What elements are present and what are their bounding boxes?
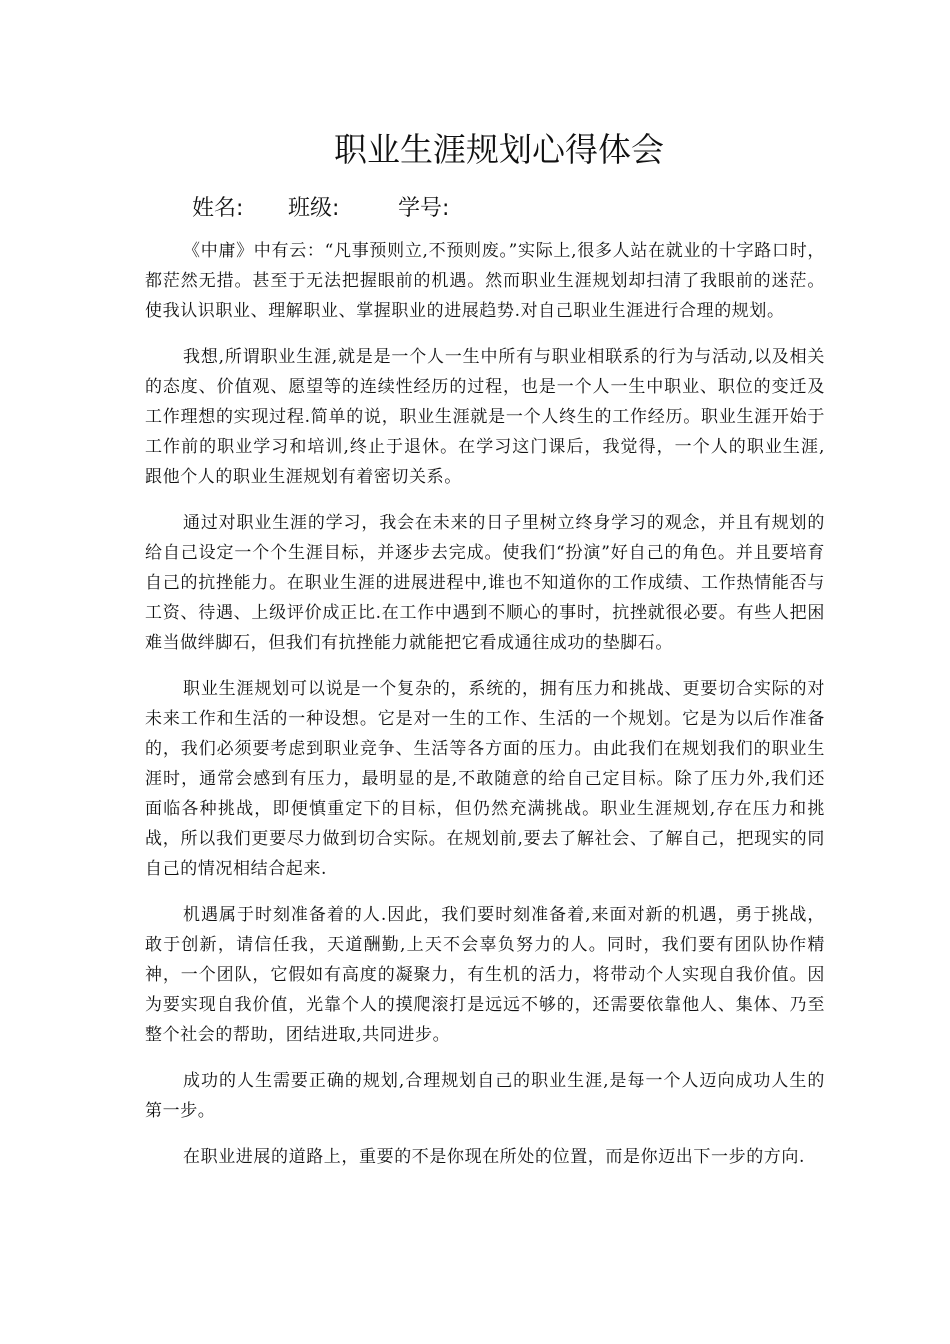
student-info-line (192, 193, 449, 225)
document-title: 职业生涯规划心得体会 (334, 130, 664, 169)
document-body (145, 236, 825, 1188)
paragraph-5: 机遇属于时刻准备着的人.因此，我们要时刻准备着,来面对新的机遇，勇于挑战，敢于创新，请信任我，天道酬勤,上天不会辜负努力的人。同时，我们要有团队协作精神，一个团队，它假如有高度的凝聚力，有生机的活力，将带动个人实现自我价值。因为要实现自我价值，光靠个人的摸爬滚打是远远不够的，还需要依靠他人、集体、乃至整个社会的帮助，团结进取,共同进步。 (145, 905, 825, 1045)
paragraph-3: 通过对职业生涯的学习，我会在未来的日子里树立终身学习的观念，并且有规划的给自己设定一个个生涯目标，并逐步去完成。使我们“扮演”好自己的角色。并且要培育自己的抗挫能力。在职业生涯的进展进程中,谁也不知道你的工作成绩、工作热情能否与工资、待遇、上级评价成正比.在工作中遇到不顺心的事时，抗挫就很必要。有些人把困难当做绊脚石，但我们有抗挫能力就能把它看成通往成功的垫脚石。 (145, 513, 825, 653)
paragraph-7: 在职业进展的道路上，重要的不是你现在所处的位置，而是你迈出下一步的方向. (183, 1147, 806, 1167)
paragraph-4: 职业生涯规划可以说是一个复杂的，系统的，拥有压力和挑战、更要切合实际的对未来工作和生活的一种设想。它是对一生的工作、生活的一个规划。它是为以后作准备的，我们必须要考虑到职业竞争、生活等各方面的压力。由此我们在规划我们的职业生涯时，通常会感到有压力，最明显的是,不敢随意的给自己定目标。除了压力外,我们还面临各种挑战，即便慎重定下的目标，但仍然充满挑战。职业生涯规划,存在压力和挑战，所以我们更要尽力做到切合实际。在规划前,要去了解社会、了解自己，把现实的同自己的情况相结合起来. (145, 679, 825, 879)
student-id-label: 学号: (398, 196, 450, 221)
paragraph-2: 我想,所谓职业生涯,就是是一个人一生中所有与职业相联系的行为与活动,以及相关的态度、价值观、愿望等的连续性经历的过程，也是一个人一生中职业、职位的变迁及工作理想的实现过程.简单的说，职业生涯就是一个人终生的工作经历。职业生涯开始于工作前的职业学习和培训,终止于退休。在学习这门课后，我觉得，一个人的职业生涯,跟他个人的职业生涯规划有着密切关系。 (145, 347, 825, 487)
paragraph-6: 成功的人生需要正确的规划,合理规划自己的职业生涯,是每一个人迈向成功人生的第一步。 (145, 1071, 825, 1121)
paragraph-1: 《中庸》中有云：“凡事预则立,不预则废。”实际上,很多人站在就业的十字路口时，都茫然无措。甚至于无法把握眼前的机遇。然而职业生涯规划却扫清了我眼前的迷茫。使我认识职业、理解职业、掌握职业的进展趋势.对自己职业生涯进行合理的规划。 (145, 241, 825, 321)
class-label: 班级: (288, 196, 340, 221)
name-label: 姓名: (192, 196, 244, 221)
